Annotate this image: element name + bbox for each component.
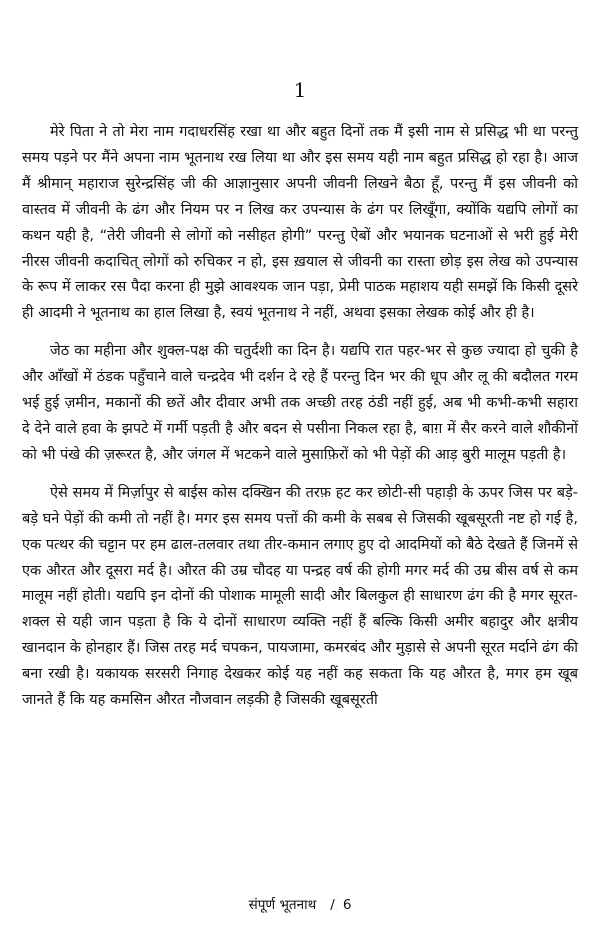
chapter-number: 1 [293, 78, 307, 102]
paragraph-1: मेरे पिता ने तो मेरा नाम गदाधरसिंह रखा था और बहुत दिनों तक मैं इसी नाम से प्रसिद्ध भी था परन्तु समय पड़ने पर मैंने अपना नाम भूतनाथ रख लिया था और इस समय यही नाम बहुत प्रसिद्ध हो रहा है। आज मैं श्रीमान् महाराज सुरेन्द्रसिंह जी की आज्ञानुसार अपनी जीवनी लिखने बैठा हूँ, परन्तु मैं इस जीवनी को वास्तव में जीवनी के ढंग और नियम पर न लिख कर उपन्यास के ढंग पर लिखूँगा, क्योंकि यद्यपि लोगों का कथन यही है, “तेरी जीवनी से लोगों को नसीहत होगी” परन्तु ऐबों और भयानक घटनाओं से भरी हुई मेरी नीरस जीवनी कदाचित् लोगों को रुचिकर न हो, इस ख़याल से जीवनी का रास्ता छोड़ इस लेख को उपन्यास के रूप में लाकर रस पैदा करना ही मुझे आवश्यक जान पड़ा, प्रेमी पाठक महाशय यही समझें कि किसी दूसरे ही आदमी ने भूतनाथ का हाल लिखा है, स्वयं भूतनाथ ने नहीं, अथवा इसका लेखक कोई और ही है। [22, 124, 578, 322]
page-footer [0, 895, 600, 913]
footer-separator: / [330, 897, 335, 913]
page-number: 6 [342, 897, 352, 913]
paragraph-2: जेठ का महीना और शुक्ल-पक्ष की चतुर्दशी का दिन है। यद्यपि रात पहर-भर से कुछ ज्यादा हो चुकी है और आँखों में ठंडक पहुँचाने वाले चन्द्रदेव भी दर्शन दे रहे हैं परन्तु दिन भर की धूप और लू की बदौलत गरम भई हुई ज़मीन, मकानों की छतें और दीवार अभी तक अच्छी तरह ठंडी नहीं हुई, अब भी कभी-कभी सहारा दे देने वाले हवा के झपटे में गर्मी पड़ती है और बदन से पसीना निकल रहा है, बाग़ में सैर करने वाले शौकीनों को भी पंखे की ज़रूरत है, और जंगल में भटकने वाले मुसाफ़िरों को भी पेड़ों की आड़ बुरी मालूम पड़ती है। [22, 343, 578, 463]
book-title: संपूर्ण भूतनाथ [248, 897, 317, 913]
body-text [22, 120, 578, 726]
paragraph-3: ऐसे समय में मिर्ज़ापुर से बाईस कोस दक्खिन की तरफ़ हट कर छोटी-सी पहाड़ी के ऊपर जिस पर बड़े-बड़े घने पेड़ों की कमी तो नहीं है। मगर इस समय पत्तों की कमी के सबब से जिसकी खूबसूरती नष्ट हो गई है, एक पत्थर की चट्टान पर हम ढाल-तलवार तथा तीर-कमान लगाए हुए दो आदमियों को बैठे देखते हैं जिनमें से एक औरत और दूसरा मर्द है। औरत की उम्र चौदह या पन्द्रह वर्ष की होगी मगर मर्द की उम्र बीस वर्ष से कम मालूम नहीं होती। यद्यपि इन दोनों की पोशाक मामूली सादी और बिलकुल ही साधारण ढंग की है मगर सूरत-शक्ल से यही जान पड़ता है कि ये दोनों साधारण व्यक्ति नहीं हैं बल्कि किसी अमीर बहादुर और क्षत्रीय खानदान के होनहार हैं। जिस तरह मर्द चपकन, पायजामा, कमरबंद और मुड़ासे से अपनी सूरत मर्दाने ढंग की बना रखी है। यकायक सरसरी निगाह देखकर कोई यह नहीं कह सकता कि यह औरत है, मगर हम खूब जानते हैं कि यह कमसिन औरत नौजवान लड़की है जिसकी खूबसूरती [22, 484, 578, 709]
